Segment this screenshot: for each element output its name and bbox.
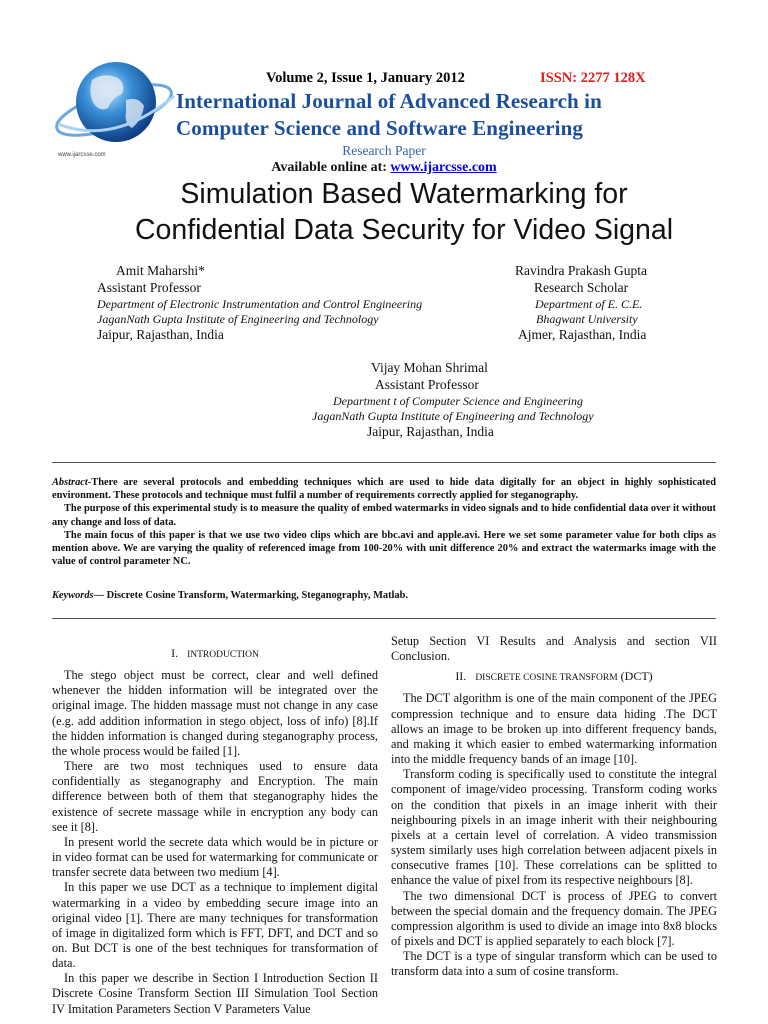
keywords [52, 590, 716, 601]
abstract-label: Abstract- [52, 477, 92, 488]
author1-location: Jaipur, Rajasthan, India [97, 327, 224, 342]
paragraph: The DCT algorithm is one of the main component of the JPEG compression technique and to ensure data hiding .The DCT allows an image to be broken up into different frequency bands, and making it which easier to embed watermarking information into the middle frequency bands of an image [10]. [391, 691, 717, 767]
journal-name-line2: Computer Science and Software Engineering [176, 116, 583, 140]
paragraph: In this paper we describe in Section I Introduction Section II Discrete Cosine Transform Section III Simulation Tool Section IV Imitation Parameters Section V Parameters Value [52, 971, 378, 1016]
abstract-top-rule [52, 462, 716, 463]
paragraph: Transform coding is specifically used to constitute the integral component of image/video processing. Transform coding works on the condition that pixels in an image inherit with their neighbouring pixels in an image inherit with their neighbouring pixels at a certain level of correlation. A video transmission system similarly uses high correlation between adjacent pixels in consecutive frames [10]. These correlations can be splitted to enhance the value of pixel from its respective neighbours [8]. [391, 767, 717, 888]
author1-institute: JaganNath Gupta Institute of Engineering and Technology [97, 312, 379, 326]
section-heading-dct [391, 669, 717, 686]
author3-name: Vijay Mohan Shrimal [371, 360, 488, 375]
logo-url: www.ijarcsse.com [58, 152, 106, 158]
continuation-paragraph: Setup Section VI Results and Analysis and section VII Conclusion. [391, 634, 717, 664]
paragraph: The two dimensional DCT is process of JPEG to convert between the special domain and the frequency domain. The JPEG compression algorithm is used to divide an image into 8x8 blocks of pixels and DCT is applied separately to each block [7]. [391, 888, 717, 948]
author3-role: Assistant Professor [375, 377, 479, 392]
author3-institute: JaganNath Gupta Institute of Engineering and Technology [312, 409, 594, 423]
author2-name: Ravindra Prakash Gupta [515, 263, 647, 278]
abstract-bottom-rule [52, 618, 716, 619]
paper-title-line2: Confidential Data Security for Video Signal [134, 214, 674, 246]
author2-dept: Department of E. C.E. [535, 297, 643, 311]
journal-url-link[interactable]: www.ijarcsse.com [390, 160, 497, 175]
author3-dept: Department t of Computer Science and Engineering [333, 394, 583, 408]
abstract [52, 476, 716, 568]
available-label: Available online at: [271, 160, 391, 175]
paragraph: The DCT is a type of singular transform which can be used to transform data into a sum of cosine transform. [391, 949, 717, 979]
author2-role: Research Scholar [534, 280, 629, 295]
section-title: INTRODUCTION [187, 650, 259, 660]
section-heading-introduction [52, 646, 378, 663]
author2-location: Ajmer, Rajasthan, India [518, 327, 647, 342]
section-number: I. [171, 646, 179, 660]
abstract-p2: The purpose of this experimental study is to measure the quality of embed watermarks in video signals and to hide confidential data over it without any change and loss of data. [52, 503, 716, 528]
issn: ISSN: 2277 128X [540, 70, 646, 86]
paper-title-line1: Simulation Based Watermarking for [180, 178, 628, 210]
right-column [391, 634, 717, 979]
author3-location: Jaipur, Rajasthan, India [367, 424, 494, 439]
author2-institute: Bhagwant University [536, 312, 638, 326]
paper-type: Research Paper [342, 143, 426, 158]
available-online [0, 160, 768, 176]
author1-role: Assistant Professor [97, 280, 201, 295]
paragraph: There are two most techniques used to ensure data confidentially as steganography and Encryption. The main difference between both of them that steganography hides the existence of secrete massage while in encryption any body can see it [8]. [52, 759, 378, 834]
volume-issue: Volume 2, Issue 1, January 2012 [266, 70, 465, 86]
left-column [52, 644, 378, 1017]
paragraph: The stego object must be correct, clear and well defined whenever the hidden information will be integrated over the original image. The hidden massage must not change in any case (e.g. add addition information in stego object, loss of info) [8].If the hidden information is changed during steganography process, the whole process would be failed [1]. [52, 668, 378, 758]
keywords-text: Discrete Cosine Transform, Watermarking, Steganography, Matlab. [106, 590, 408, 601]
section-number: II. [455, 669, 467, 684]
author1-dept: Department of Electronic Instrumentation and Control Engineering [97, 297, 423, 311]
keywords-dash: — [93, 590, 107, 601]
author1-name: Amit Maharshi* [116, 263, 205, 278]
keywords-label: Keywords [52, 590, 94, 601]
section-suffix: (DCT) [617, 669, 653, 684]
section-title: DISCRETE COSINE TRANSFORM [475, 673, 618, 684]
abstract-p3: The main focus of this paper is that we use two video clips which are bbc.avi and apple.avi. Here we set some parameter value for both clips as mention above. We are varying the quality of referenced image from 100-20% with unit difference 20% and extract the watermarks image with the value of control parameter NC. [52, 529, 716, 568]
paragraph: In present world the secrete data which would be in picture or in video format can be used for watermarking for communicate or transfer secrete data between two medium [4]. [52, 834, 378, 880]
journal-name-line1: International Journal of Advanced Research in [176, 89, 602, 113]
abstract-p1: There are several protocols and embedding techniques which are used to hide data digitally for an object in highly sophisticated environment. These protocols and technique must fulfil a number of requirements correctly applied for steganography. [52, 477, 716, 502]
paragraph: In this paper we use DCT as a technique to implement digital watermarking in a video by embedding secure image into an original video [1]. There are many techniques for transformation of image in digitalized form which is FFT, DFT, and DCT and so on. But DCT is one of the best techniques for transformation of data. [52, 880, 378, 971]
